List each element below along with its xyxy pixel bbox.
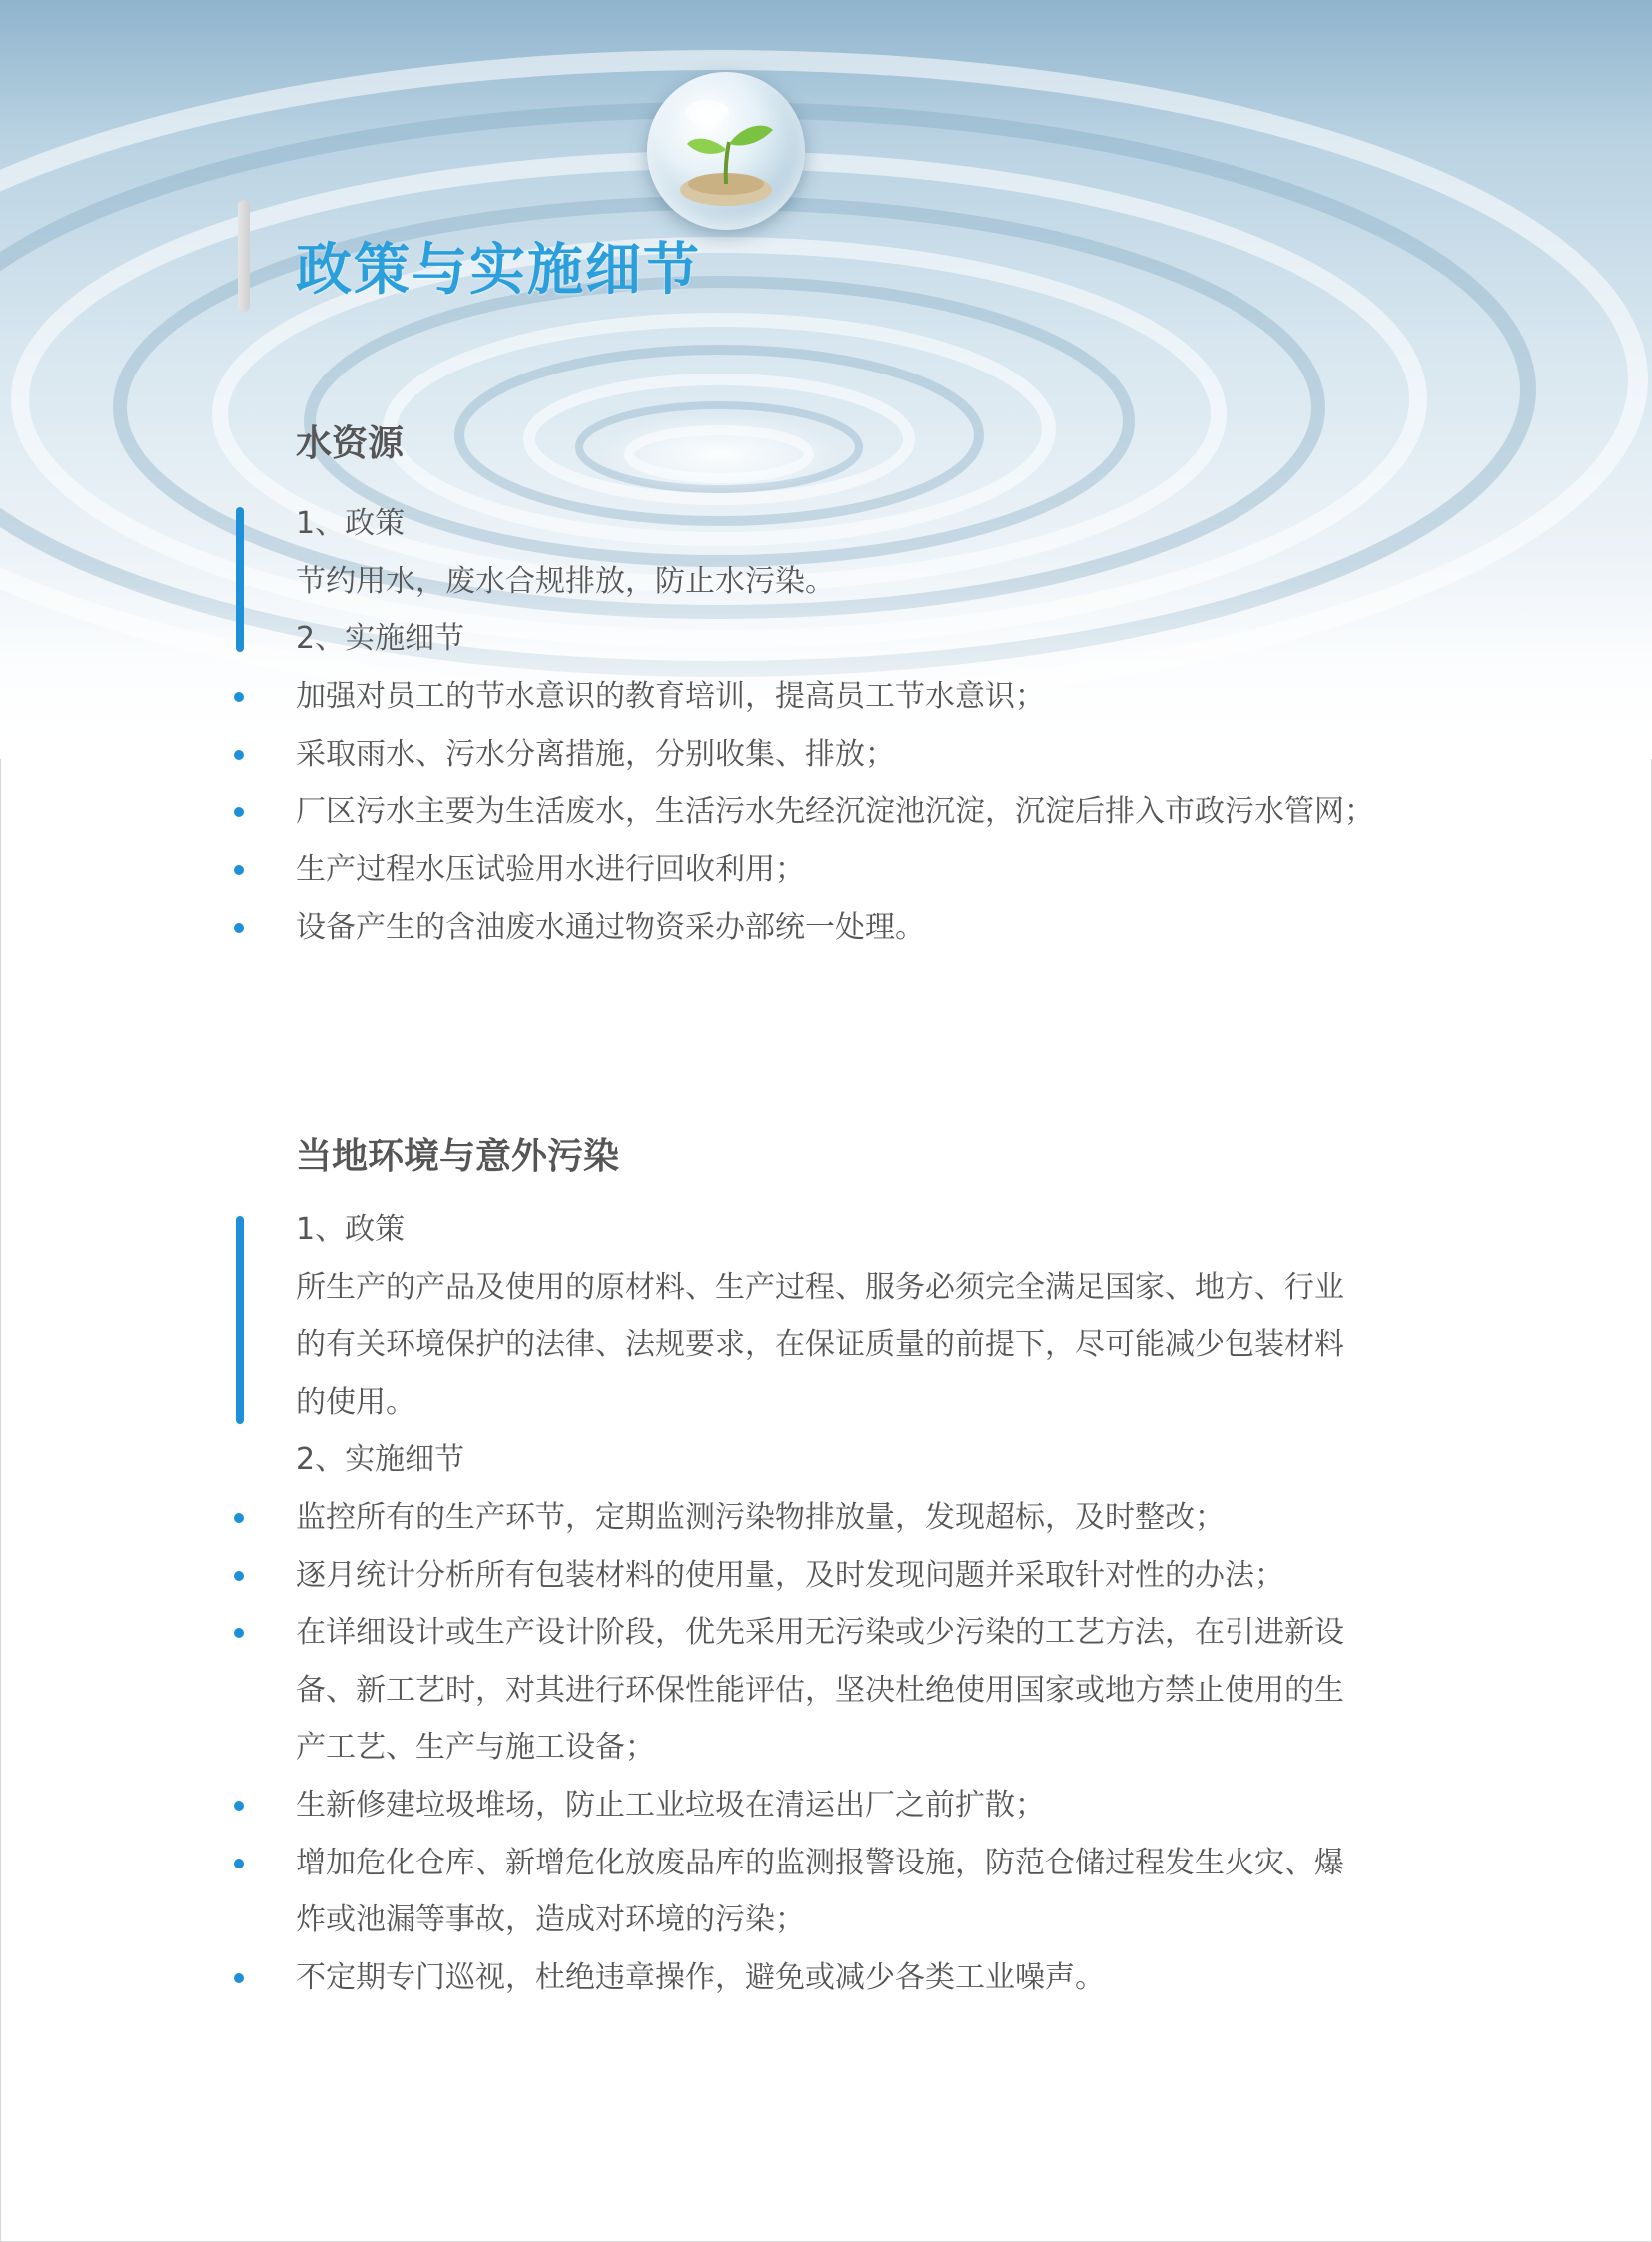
list-item: 加强对员工的节水意识的教育培训，提高员工节水意识；: [296, 679, 1045, 714]
list-item: 逐月统计分析所有包装材料的使用量，及时发现问题并采取针对性的办法；: [296, 1558, 1284, 1593]
environment-section-title: 当地环境与意外污染: [296, 1136, 620, 1177]
bullet-dot: [234, 750, 244, 760]
bullet-dot: [234, 1628, 244, 1638]
water-details-label: 2、实施细节: [296, 621, 465, 656]
bullet-dot: [234, 807, 244, 817]
page-title: 政策与实施细节: [296, 238, 701, 303]
list-item-continuation: 炸或池漏等事故，造成对环境的污染；: [296, 1902, 805, 1937]
title-accent-bar: [238, 200, 250, 312]
environment-policy-label: 1、政策: [296, 1212, 406, 1247]
list-item: 在详细设计或生产设计阶段，优先采用无污染或少污染的工艺方法，在引进新设: [296, 1615, 1344, 1650]
list-item-continuation: 备、新工艺时，对其进行环保性能评估，坚决杜绝使用国家或地方禁止使用的生: [296, 1673, 1344, 1708]
environment-policy-line: 的使用。: [296, 1385, 415, 1420]
list-item-continuation: 产工艺、生产与施工设备；: [296, 1730, 655, 1765]
water-policy-text: 节约用水，废水合规排放，防止水污染。: [296, 564, 835, 599]
bullet-dot: [234, 692, 244, 702]
water-section-title: 水资源: [296, 423, 405, 464]
environment-policy-line: 的有关环境保护的法律、法规要求，在保证质量的前提下，尽可能减少包装材料: [296, 1327, 1344, 1362]
list-item: 设备产生的含油废水通过物资采办部统一处理。: [296, 910, 925, 945]
ripple-pattern: [0, 0, 1652, 759]
bullet-dot: [234, 1513, 244, 1523]
environment-details-label: 2、实施细节: [296, 1442, 465, 1477]
environment-policy-line: 所生产的产品及使用的原材料、生产过程、服务必须完全满足国家、地方、行业: [296, 1270, 1344, 1305]
water-ripple-background: [0, 0, 1652, 759]
list-item: 不定期专门巡视，杜绝违章操作，避免或减少各类工业噪声。: [296, 1960, 1105, 1995]
list-item: 采取雨水、污水分离措施，分别收集、排放；: [296, 737, 895, 772]
list-item: 厂区污水主要为生活废水，生活污水先经沉淀池沉淀，沉淀后排入市政污水管网；: [296, 794, 1374, 829]
bullet-dot: [234, 1571, 244, 1581]
list-item: 生产过程水压试验用水进行回收利用；: [296, 852, 805, 887]
environment-policy-bar: [236, 1216, 244, 1424]
plant-orb-icon: [647, 72, 805, 230]
list-item: 监控所有的生产环节，定期监测污染物排放量，发现超标，及时整改；: [296, 1500, 1225, 1535]
list-item: 生新修建垃圾堆场，防止工业垃圾在清运出厂之前扩散；: [296, 1788, 1045, 1823]
bullet-dot: [234, 1859, 244, 1868]
water-policy-bar: [236, 507, 244, 652]
water-policy-label: 1、政策: [296, 506, 406, 541]
bullet-dot: [234, 865, 244, 875]
list-item: 增加危化仓库、新增危化放废品库的监测报警设施，防范仓储过程发生火灾、爆: [296, 1846, 1344, 1880]
bullet-dot: [234, 1973, 244, 1983]
bullet-dot: [234, 1801, 244, 1811]
bullet-dot: [234, 923, 244, 933]
